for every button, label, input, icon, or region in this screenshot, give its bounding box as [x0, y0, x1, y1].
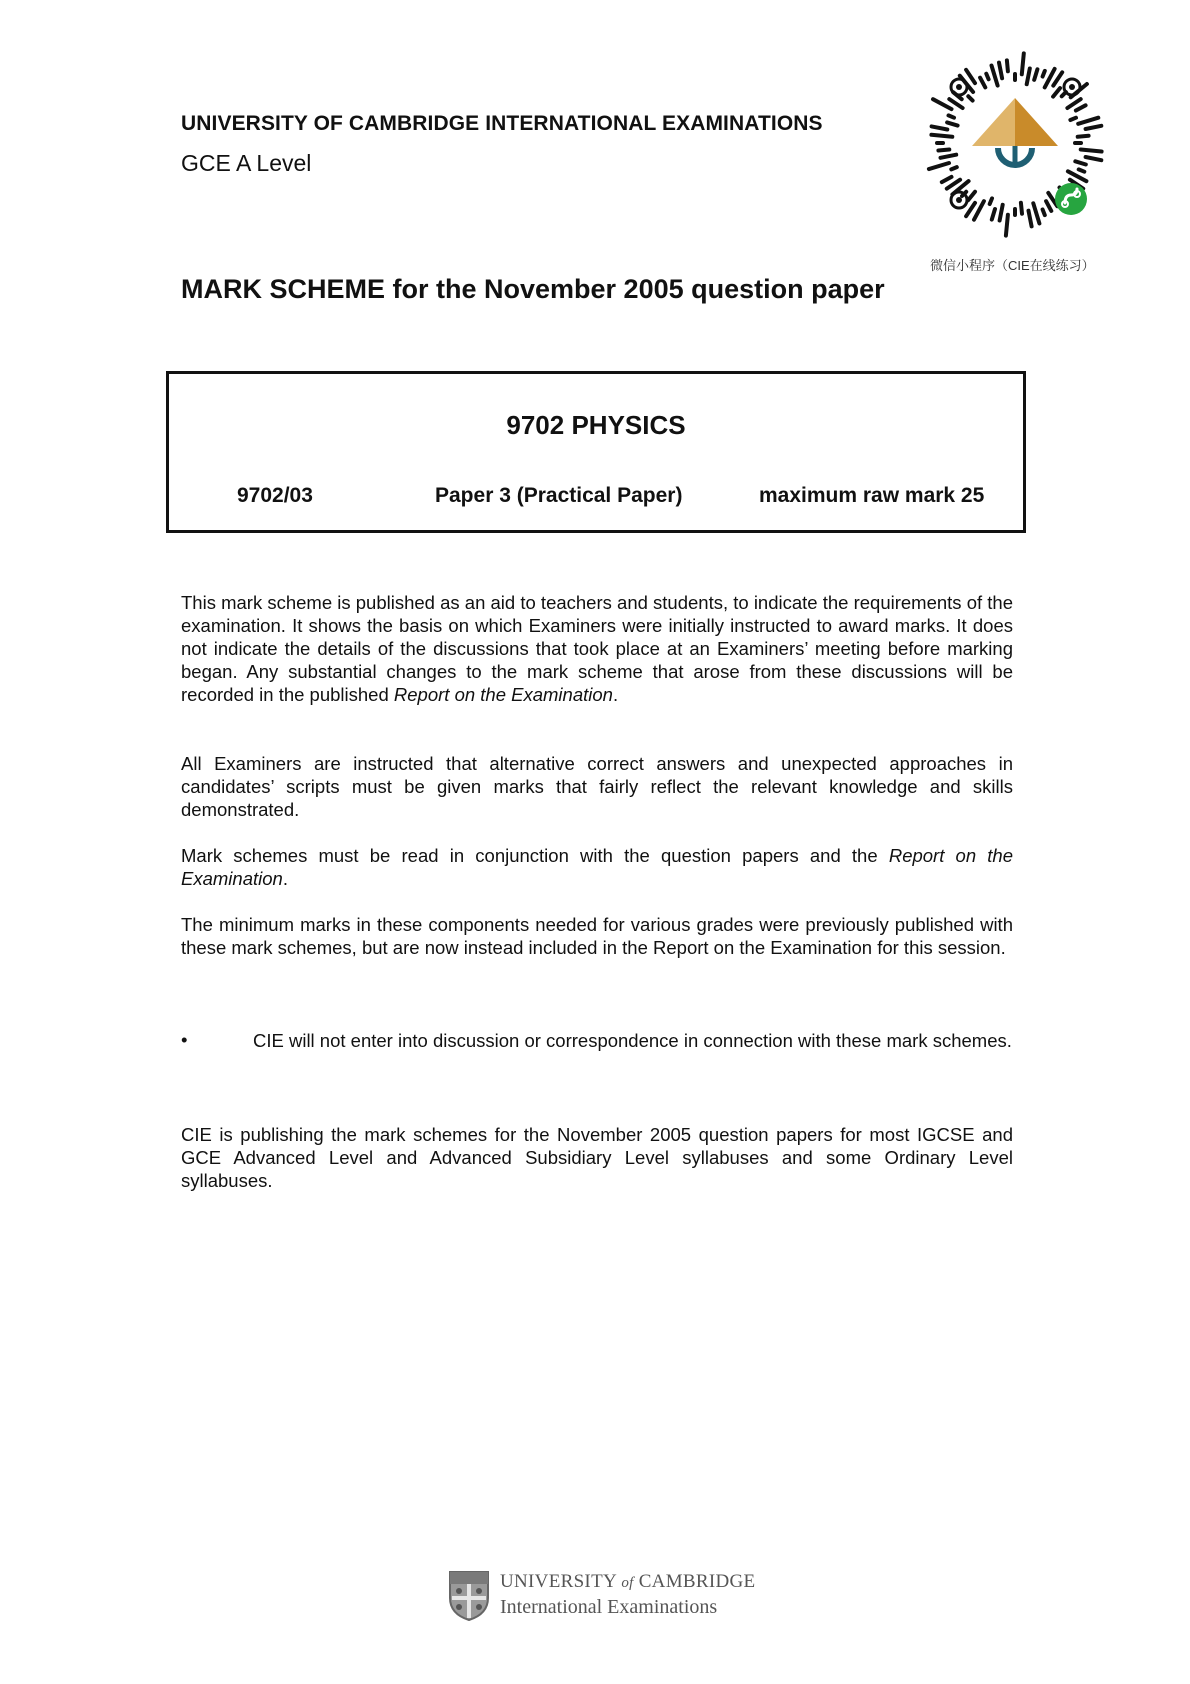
- qr-ray: [992, 66, 998, 86]
- mini-program-qr-code[interactable]: [920, 48, 1110, 238]
- qr-ray: [999, 63, 1002, 79]
- qr-ray: [966, 70, 975, 83]
- qr-ray: [990, 198, 992, 204]
- qr-ray: [929, 163, 949, 169]
- qr-ray: [1081, 150, 1102, 152]
- qr-ray: [1006, 215, 1008, 236]
- qr-code-icon: [920, 48, 1110, 238]
- component-code: 9702/03: [237, 484, 313, 507]
- crest-icon: [448, 1570, 490, 1622]
- page-title: MARK SCHEME for the November 2005 question paper: [181, 274, 885, 304]
- cambridge-word: CAMBRIDGE: [638, 1571, 756, 1592]
- report-reference: Report on the Examination: [181, 845, 1014, 889]
- qr-ray: [968, 96, 972, 100]
- qr-ray: [1027, 69, 1030, 85]
- qr-ray: [1029, 211, 1032, 227]
- report-reference: Report on the Examination: [393, 684, 613, 705]
- university-word: UNIVERSITY: [500, 1571, 617, 1592]
- qr-ray: [1079, 169, 1085, 171]
- qr-ray: [1070, 118, 1076, 120]
- qr-ray: [949, 115, 955, 117]
- organisation-title: UNIVERSITY OF CAMBRIDGE INTERNATIONAL EXAMINATIONS: [181, 112, 823, 135]
- qr-ray: [1022, 53, 1024, 74]
- paragraph-end: .: [282, 868, 288, 889]
- qr-ray: [1034, 69, 1037, 80]
- qr-ray: [1007, 60, 1008, 71]
- qr-ray: [1086, 126, 1102, 129]
- paragraph-text: Mark schemes must be read in conjunction with the question papers and the: [181, 845, 889, 866]
- qr-ray: [1053, 72, 1062, 85]
- qr-ray: [992, 209, 995, 220]
- qr-ray: [986, 74, 988, 80]
- qr-ray: [1000, 205, 1003, 221]
- bullet-text: CIE will not enter into discussion or correspondence in connection with these mark schemes.: [253, 1030, 1012, 1051]
- paragraph-text: This mark scheme is published as an aid to teachers and students, to indicate the requirements of the examination. It shows the basis on which Examiners were initially instructed to award marks. It does not indicate the details of the discussions that took place at an Examiners’ meeting before marking began. Any substantial changes to the mark scheme that arose from these discussions will be recorded in the published: [181, 592, 1013, 705]
- qr-ray: [941, 155, 957, 158]
- syllabus-info-box: [166, 371, 1026, 533]
- subject-title: 9702 PHYSICS: [506, 410, 686, 440]
- qualification-level: GCE A Level: [181, 150, 312, 176]
- qr-ray: [1067, 99, 1080, 108]
- qr-ray: [1021, 203, 1022, 214]
- footer-subtitle: International Examinations: [500, 1596, 718, 1618]
- conjunction-paragraph: [181, 844, 1013, 890]
- qr-ray: [1086, 157, 1102, 160]
- qr-ray: [1078, 118, 1098, 124]
- of-word: of: [621, 1575, 634, 1591]
- minimum-marks-paragraph: The minimum marks in these components needed for various grades were previously published with these mark schemes, but are now instead included in the Report on the Examination for this session.: [181, 914, 1013, 958]
- qr-ray: [968, 192, 975, 201]
- qr-ray: [931, 135, 952, 137]
- qr-ray: [951, 167, 957, 169]
- qr-ray: [942, 177, 952, 182]
- qr-ray: [1076, 105, 1086, 110]
- qr-ray: [1033, 203, 1039, 223]
- publishing-paragraph: CIE is publishing the mark schemes for the November 2005 question papers for most IGCSE and GCE Advanced Level and Advanced Subsidiary Level syllabuses and some Ordinary Level syllabuses.: [181, 1124, 1013, 1191]
- max-raw-mark: maximum raw mark 25: [759, 484, 985, 507]
- qr-ray: [932, 126, 948, 129]
- cambridge-logo: [448, 1570, 756, 1624]
- qr-ray: [1075, 161, 1086, 164]
- qr-ray: [1053, 88, 1060, 97]
- qr-ray: [1043, 210, 1045, 216]
- qr-ray: [1078, 136, 1089, 137]
- paragraph-end: .: [612, 684, 619, 705]
- examiners-paragraph: All Examiners are instructed that alternative correct answers and unexpected approaches in candidates’ scripts must be given marks that fairly reflect the relevant knowledge and skills demonstrated.: [181, 753, 1013, 820]
- qr-ray: [966, 203, 975, 216]
- bullet-symbol: •: [181, 1029, 188, 1050]
- qr-ray: [1043, 71, 1045, 77]
- paper-name: Paper 3 (Practical Paper): [435, 484, 683, 507]
- qr-ray: [947, 122, 958, 125]
- qr-ray: [938, 150, 949, 151]
- qr-caption: 微信小程序（CIE在线练习）: [930, 258, 1095, 273]
- qr-ray: [980, 78, 985, 88]
- footer-university-name: [500, 1571, 755, 1593]
- intro-paragraph: [181, 591, 1013, 706]
- qr-ray: [1046, 201, 1051, 211]
